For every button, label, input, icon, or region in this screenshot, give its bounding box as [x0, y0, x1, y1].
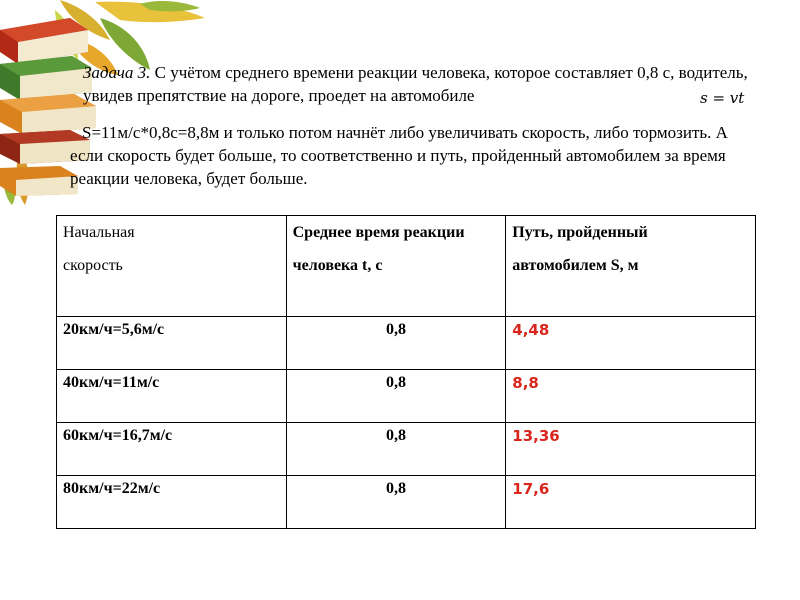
- table-row: [57, 476, 756, 529]
- solution-text: S=11м/с*0,8с=8,8м и только потом начнёт либо увеличивать скорость, либо тормозить. А если скорость будет больше, то соответственно и путь, пройденный автомобилем за время реакции человека, будет больше.: [70, 123, 728, 188]
- table-row: [57, 370, 756, 423]
- problem-text: С учётом среднего времени реакции человека, которое составляет 0,8 с, водитель, увидев препятствие на дороге, проедет на автомобиле: [83, 63, 748, 105]
- table-header-row: [57, 216, 756, 317]
- reaction-table: [56, 215, 756, 529]
- cell-speed: 40км/ч=11м/с: [57, 370, 287, 423]
- cell-time: 0,8: [286, 317, 506, 370]
- cell-distance: 4,48: [506, 317, 756, 370]
- cell-distance: 8,8: [506, 370, 756, 423]
- cell-time: 0,8: [286, 370, 506, 423]
- cell-time: 0,8: [286, 423, 506, 476]
- header-distance: Путь, пройденный автомобилем S, м: [506, 216, 756, 317]
- formula: s = vt: [700, 89, 745, 107]
- cell-distance: 13,36: [506, 423, 756, 476]
- cell-speed: 60км/ч=16,7м/с: [57, 423, 287, 476]
- table-row: [57, 423, 756, 476]
- cell-distance: 17,6: [506, 476, 756, 529]
- problem-statement: [83, 61, 773, 107]
- cell-time: 0,8: [286, 476, 506, 529]
- problem-title: Задача 3.: [83, 63, 151, 82]
- header-speed: Начальная скорость: [57, 216, 287, 317]
- header-time: Среднее время реакции человека t, с: [286, 216, 506, 317]
- table-row: [57, 317, 756, 370]
- cell-speed: 20км/ч=5,6м/с: [57, 317, 287, 370]
- cell-speed: 80км/ч=22м/с: [57, 476, 287, 529]
